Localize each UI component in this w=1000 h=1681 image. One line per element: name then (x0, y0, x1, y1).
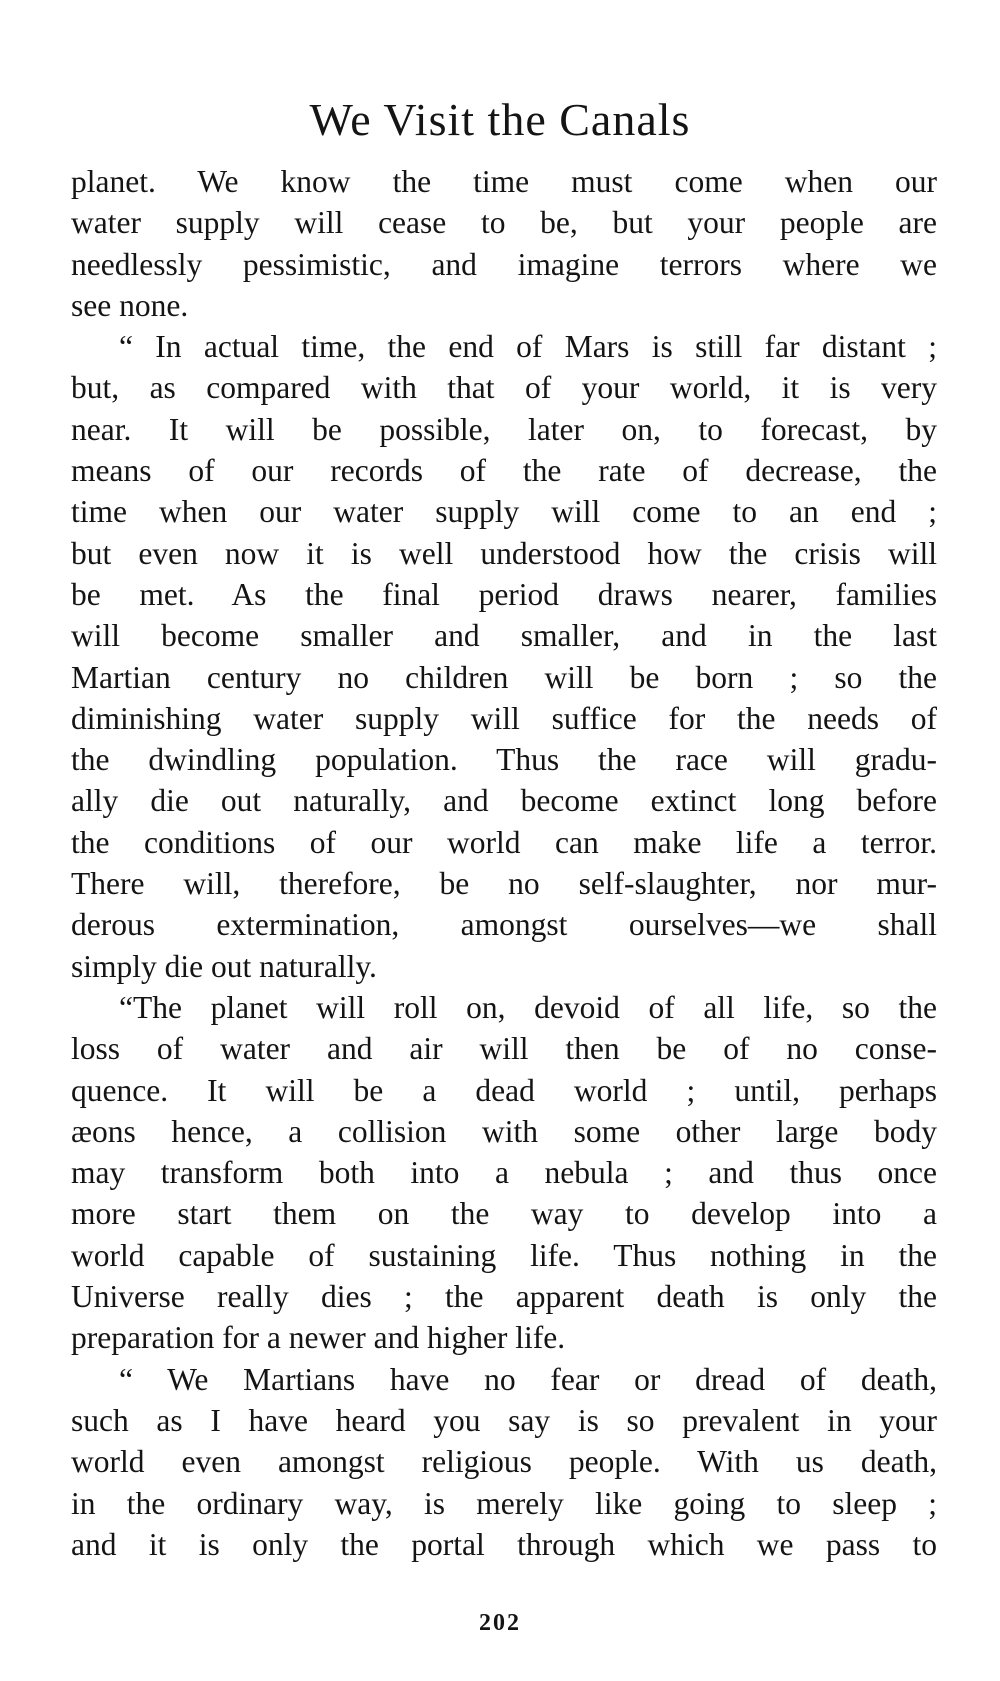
text-line: world capable of sustaining life. Thus nothing in the (71, 1237, 937, 1273)
text-line: but, as compared with that of your world, it is very (71, 370, 937, 406)
running-head: We Visit the Canals (309, 94, 691, 145)
paragraph-3 (71, 987, 937, 1359)
paragraph-4 (71, 1359, 937, 1565)
text-line: Universe really dies ; the apparent death is only the (71, 1279, 937, 1315)
text-line: in the ordinary way, is merely like going to sleep ; (71, 1485, 937, 1521)
text-line: the dwindling population. Thus the race will gradu- (71, 742, 937, 778)
text-line: such as I have heard you say is so prevalent in your (71, 1402, 937, 1438)
text-line: but even now it is well understood how the crisis will (71, 535, 937, 571)
text-line: planet. We know the time must come when our (71, 164, 937, 199)
paragraph-2 (71, 326, 937, 987)
text-line: be met. As the final period draws nearer, families (71, 576, 937, 612)
text-line: Martian century no children will be born ; so the (71, 659, 937, 695)
text-line: “ We Martians have no fear or dread of death, (119, 1361, 937, 1397)
text-line: diminishing water supply will suffice for the needs of (71, 700, 937, 736)
text-line: ally die out naturally, and become extinct long before (71, 783, 937, 819)
text-line: simply die out naturally. (71, 948, 377, 984)
text-line: “The planet will roll on, devoid of all life, so the (119, 989, 937, 1025)
text-line: and it is only the portal through which we pass to (71, 1526, 937, 1562)
paragraph-1 (71, 161, 937, 326)
text-line: world even amongst religious people. With us death, (71, 1444, 937, 1480)
text-line: needlessly pessimistic, and imagine terrors where we (71, 246, 937, 282)
text-line: derous extermination, amongst ourselves—we shall (71, 907, 937, 943)
text-line: may transform both into a nebula ; and thus once (71, 1155, 937, 1191)
text-line: the conditions of our world can make life a terror. (71, 824, 937, 860)
text-line: water supply will cease to be, but your people are (71, 205, 937, 241)
body-text (71, 161, 937, 1565)
text-line: loss of water and air will then be of no conse- (71, 1031, 937, 1067)
text-line: see none. (71, 287, 189, 323)
text-line: near. It will be possible, later on, to forecast, by (71, 411, 937, 447)
text-line: means of our records of the rate of decrease, the (71, 453, 937, 489)
text-line: quence. It will be a dead world ; until, perhaps (71, 1072, 937, 1108)
text-line: time when our water supply will come to an end ; (71, 494, 937, 530)
text-line: will become smaller and smaller, and in the last (71, 618, 937, 654)
text-line: “ In actual time, the end of Mars is still far distant ; (119, 329, 937, 365)
text-line: There will, therefore, be no self-slaughter, nor mur- (71, 866, 937, 902)
page-number: 202 (479, 1610, 521, 1636)
text-line: more start them on the way to develop into a (71, 1196, 937, 1232)
text-line: preparation for a newer and higher life. (71, 1320, 566, 1356)
text-line: æons hence, a collision with some other large body (71, 1113, 937, 1149)
